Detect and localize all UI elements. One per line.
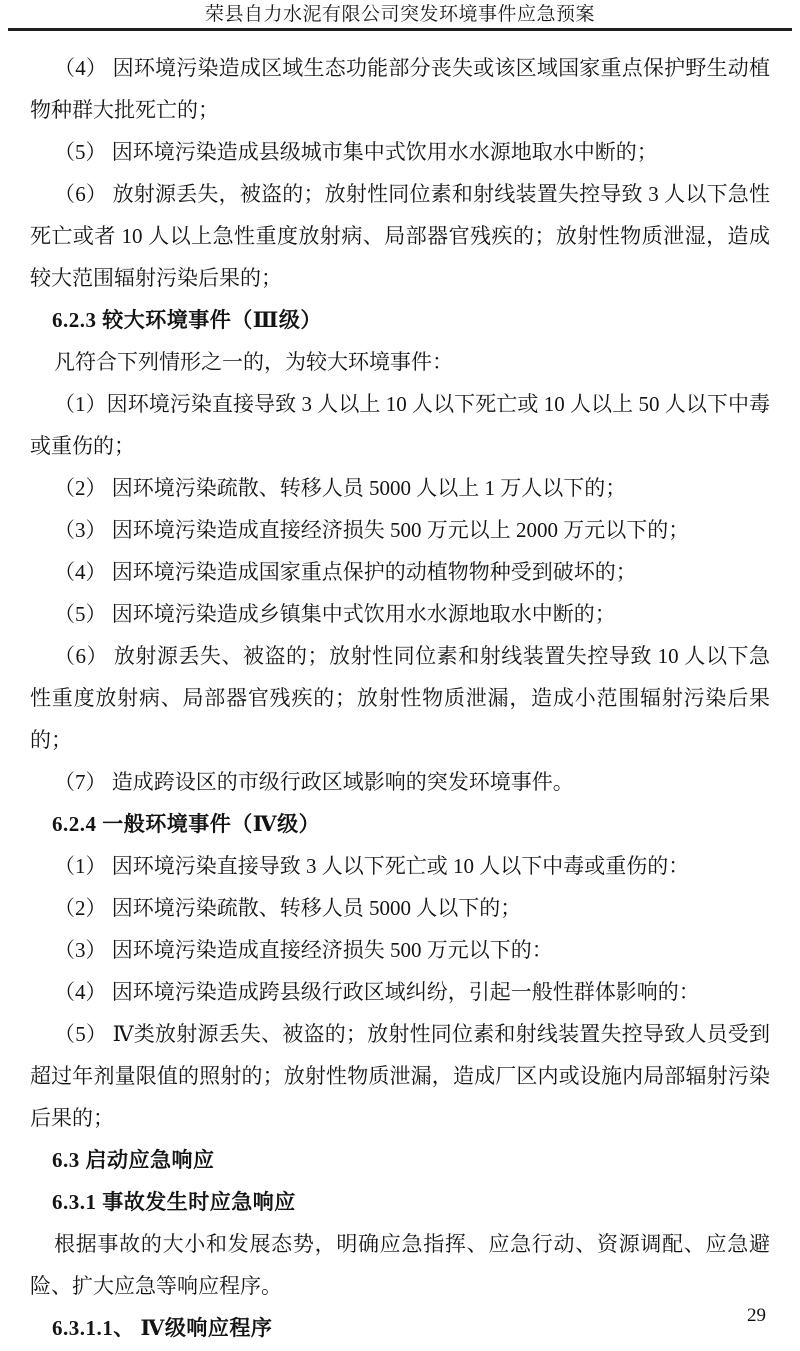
paragraph: （6） 放射源丢失，被盗的；放射性同位素和射线装置失控导致 3 人以下急性死亡或者 10 人以上急性重度放射病、局部器官残疾的；放射性物质泄湿，造成较大范围辐射污染后果的； (30, 182, 770, 290)
document-body (30, 47, 770, 1349)
paragraph: （3） 因环境污染造成直接经济损失 500 万元以上 2000 万元以下的； (54, 518, 690, 542)
document-header-title: 荣县自力水泥有限公司突发环境事件应急预案 (204, 4, 595, 25)
section-heading: 6.3 启动应急响应 (52, 1148, 215, 1172)
section-heading: 6.2.4 一般环境事件（Ⅳ级） (52, 812, 321, 836)
section-heading: 6.3.1 事故发生时应急响应 (52, 1190, 296, 1214)
paragraph: （6） 放射源丢失、被盗的；放射性同位素和射线装置失控导致 10 人以下急性重度放射病、局部器官残疾的；放射性物质泄漏，造成小范围辐射污染后果的； (30, 644, 770, 752)
page-number: 29 (747, 1305, 766, 1326)
paragraph: 凡符合下列情形之一的，为较大环境事件： (54, 350, 453, 374)
section-heading: 6.3.1.1、 Ⅳ级响应程序 (52, 1316, 273, 1340)
paragraph: （3） 因环境污染造成直接经济损失 500 万元以下的： (54, 938, 553, 962)
header-rule (8, 28, 792, 31)
section-heading: 6.2.3 较大环境事件（Ⅲ级） (52, 308, 322, 332)
paragraph: 根据事故的大小和发展态势，明确应急指挥、应急行动、资源调配、应急避险、扩大应急等响应程序。 (30, 1232, 770, 1298)
paragraph: （1）因环境污染直接导致 3 人以上 10 人以下死亡或 10 人以上 50 人以下中毒或重伤的； (30, 392, 770, 458)
paragraph: （5） 因环境污染造成乡镇集中式饮用水水源地取水中断的； (54, 602, 616, 626)
paragraph: （4） 因环境污染造成区域生态功能部分丧失或该区域国家重点保护野生动植物种群大批死亡的； (30, 56, 770, 122)
paragraph: （1） 因环境污染直接导致 3 人以下死亡或 10 人以下中毒或重伤的： (54, 854, 690, 878)
paragraph: （2） 因环境污染疏散、转移人员 5000 人以上 1 万人以下的； (54, 476, 627, 500)
paragraph: （5） 因环境污染造成县级城市集中式饮用水水源地取水中断的； (54, 140, 658, 164)
paragraph: （2） 因环境污染疏散、转移人员 5000 人以下的； (54, 896, 522, 920)
paragraph: （4） 因环境污染造成国家重点保护的动植物物种受到破坏的； (54, 560, 637, 584)
paragraph: （4） 因环境污染造成跨县级行政区域纠纷，引起一般性群体影响的： (54, 980, 700, 1004)
paragraph: （7） 造成跨设区的市级行政区域影响的突发环境事件。 (54, 770, 574, 794)
paragraph: （5） Ⅳ类放射源丢失、被盗的；放射性同位素和射线装置失控导致人员受到超过年剂量限值的照射的；放射性物质泄漏，造成厂区内或设施内局部辐射污染后果的； (30, 1022, 770, 1130)
